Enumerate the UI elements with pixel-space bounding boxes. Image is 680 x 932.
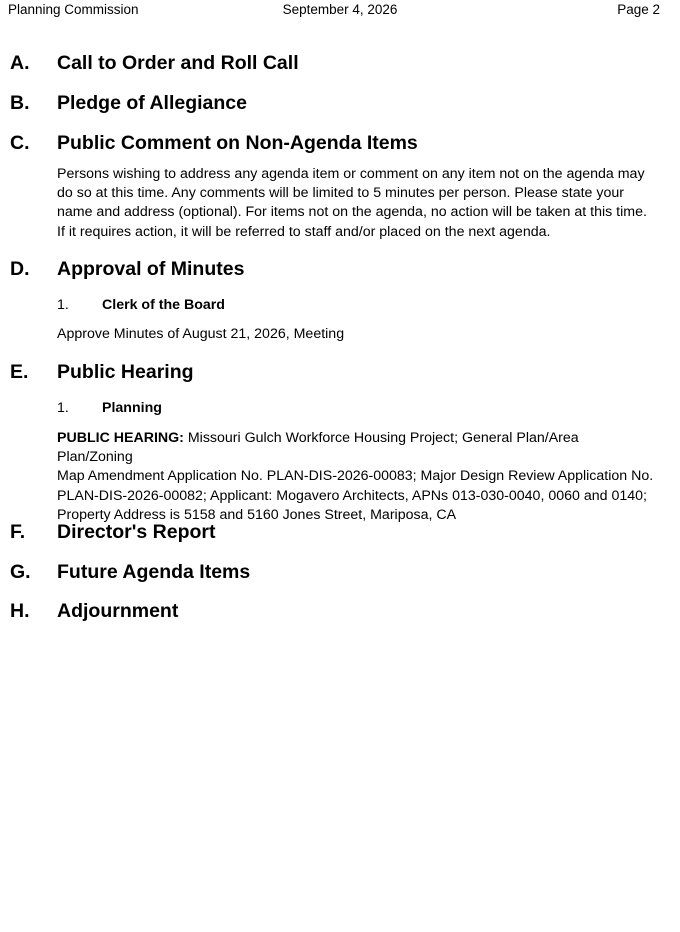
paragraph-line: PLAN-DIS-2026-00082; Applicant: Mogavero Architects, APNs 013-030-0040, 0060 and 0140; (57, 487, 647, 504)
header-organization: Planning Commission (8, 2, 139, 17)
public-comment-paragraph (57, 165, 657, 242)
public-hearing-paragraph (57, 429, 657, 525)
section-title: Public Hearing (57, 361, 194, 383)
section-title: Director's Report (57, 521, 216, 543)
section-title: Future Agenda Items (57, 561, 251, 583)
minutes-approval-text: Approve Minutes of August 21, 2026, Meeting (57, 326, 345, 342)
section-title: Adjournment (57, 600, 179, 622)
section-letter: F. (10, 521, 26, 543)
section-letter: H. (10, 600, 30, 622)
section-letter: D. (10, 258, 30, 280)
section-title: Approval of Minutes (57, 258, 245, 280)
section-title: Public Comment on Non-Agenda Items (57, 132, 418, 154)
section-letter: A. (10, 52, 30, 74)
paragraph-line: If it requires action, it will be referred to staff and/or placed on the next agenda. (57, 223, 551, 240)
section-letter: C. (10, 132, 30, 154)
section-f (0, 521, 680, 547)
paragraph-line: Property Address is 5158 and 5160 Jones Street, Mariposa, CA (57, 506, 457, 523)
paragraph-line: Persons wishing to address any agenda item or comment on any item not on the agenda may (57, 166, 645, 182)
section-title: Call to Order and Roll Call (57, 52, 299, 74)
item-title: Clerk of the Board (102, 297, 225, 313)
section-title: Pledge of Allegiance (57, 92, 247, 114)
section-d (0, 258, 680, 342)
header-page-number: Page 2 (617, 2, 660, 17)
item-number: 1. (57, 400, 69, 416)
section-e (0, 361, 680, 523)
paragraph-line-text: Missouri Gulch Workforce Housing Project; General Plan/Area Plan/Zoning (57, 430, 579, 466)
paragraph-line: name and address (optional). For items not on the agenda, no action will be taken at this time. (57, 204, 647, 221)
header-date: September 4, 2026 (282, 2, 398, 17)
section-h (0, 600, 680, 626)
paragraph-line: Map Amendment Application No. PLAN-DIS-2026-00083; Major Design Review Application No. (57, 468, 654, 485)
public-hearing-label: PUBLIC HEARING: (57, 430, 184, 446)
item-number: 1. (57, 297, 69, 313)
page-header (0, 0, 680, 20)
section-letter: G. (10, 561, 31, 583)
section-c (0, 132, 680, 240)
item-title: Planning (102, 400, 162, 416)
section-a (0, 52, 680, 78)
paragraph-line: do so at this time. Any comments will be limited to 5 minutes per person. Please state your (57, 185, 624, 202)
section-g (0, 561, 680, 587)
paragraph-line (57, 429, 657, 467)
section-letter: E. (10, 361, 29, 383)
section-letter: B. (10, 92, 30, 114)
section-b (0, 92, 680, 118)
